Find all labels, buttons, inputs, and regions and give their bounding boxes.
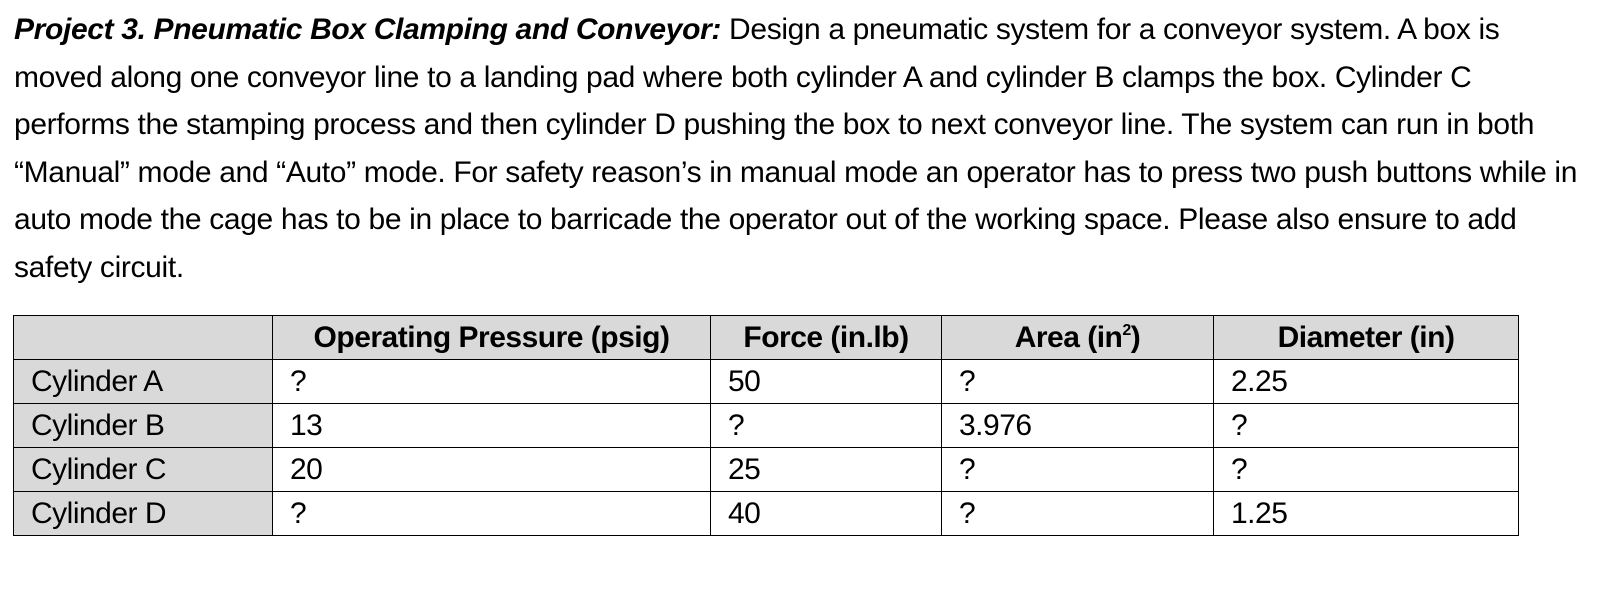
table-header-row xyxy=(14,316,1519,360)
table-row xyxy=(14,492,1519,536)
header-force: Force (in.lb) xyxy=(711,316,942,360)
cell-diameter: ? xyxy=(1214,404,1519,448)
row-label: Cylinder C xyxy=(14,448,273,492)
row-label: Cylinder B xyxy=(14,404,273,448)
table-row xyxy=(14,404,1519,448)
project-body: Design a pneumatic system for a conveyor system. A box is moved along one conveyor line to a landing pad where both cylinder A and cylinder B clamps the box. Cylinder C performs the stamping process and then cylinder D pushing the box to next conveyor line. The system can run in both “Manual” mode and “Auto” mode. For safety reason’s in manual mode an operator has to press two push buttons while in auto mode the cage has to be in place to barricade the operator out of the working space. Please also ensure to add safety circuit. xyxy=(14,13,1578,284)
project-title: Project 3. Pneumatic Box Clamping and Conveyor: xyxy=(14,13,722,46)
header-diameter: Diameter (in) xyxy=(1214,316,1519,360)
cell-area: 3.976 xyxy=(942,404,1214,448)
cell-diameter: 1.25 xyxy=(1214,492,1519,536)
cell-force: ? xyxy=(711,404,942,448)
project-description xyxy=(14,6,1594,291)
cell-force: 25 xyxy=(711,448,942,492)
header-corner xyxy=(14,316,273,360)
cell-force: 50 xyxy=(711,360,942,404)
cell-pressure: 13 xyxy=(273,404,711,448)
row-label: Cylinder A xyxy=(14,360,273,404)
header-pressure: Operating Pressure (psig) xyxy=(273,316,711,360)
cell-area: ? xyxy=(942,360,1214,404)
table-row xyxy=(14,448,1519,492)
header-area: Area $(in^2)$ xyxy=(942,316,1214,360)
cell-pressure: 20 xyxy=(273,448,711,492)
cell-pressure: ? xyxy=(273,360,711,404)
cell-diameter: 2.25 xyxy=(1214,360,1519,404)
cell-area: ? xyxy=(942,448,1214,492)
cell-diameter: ? xyxy=(1214,448,1519,492)
cell-pressure: ? xyxy=(273,492,711,536)
cell-area: ? xyxy=(942,492,1214,536)
row-label: Cylinder D xyxy=(14,492,273,536)
table-row xyxy=(14,360,1519,404)
cell-force: 40 xyxy=(711,492,942,536)
cylinder-spec-table xyxy=(13,315,1519,536)
